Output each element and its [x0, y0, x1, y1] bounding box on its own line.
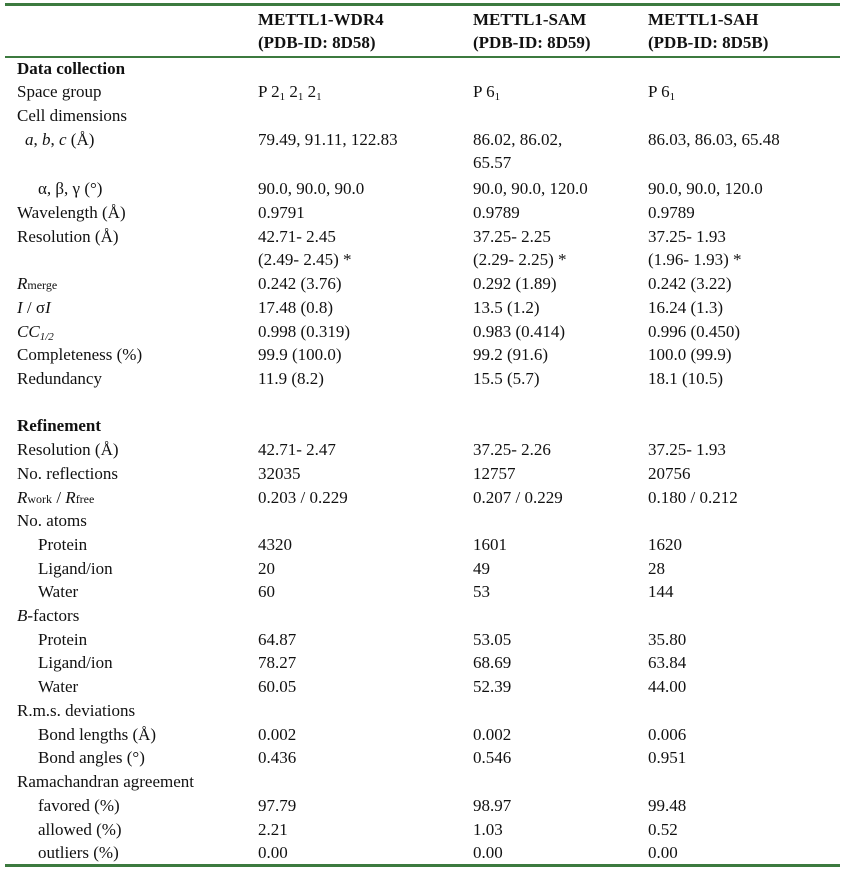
column-header-mettl1-sah: METTL1-SAH (PDB-ID: 8D5B): [648, 10, 769, 52]
table-top-rule: [5, 3, 840, 6]
column-header-mettl1-wdr4: METTL1-WDR4 (PDB-ID: 8D58): [258, 10, 384, 52]
column-header-mettl1-sam: METTL1-SAM (PDB-ID: 8D59): [473, 10, 591, 52]
table-bottom-rule: [5, 864, 840, 867]
header-rule: [5, 56, 840, 58]
